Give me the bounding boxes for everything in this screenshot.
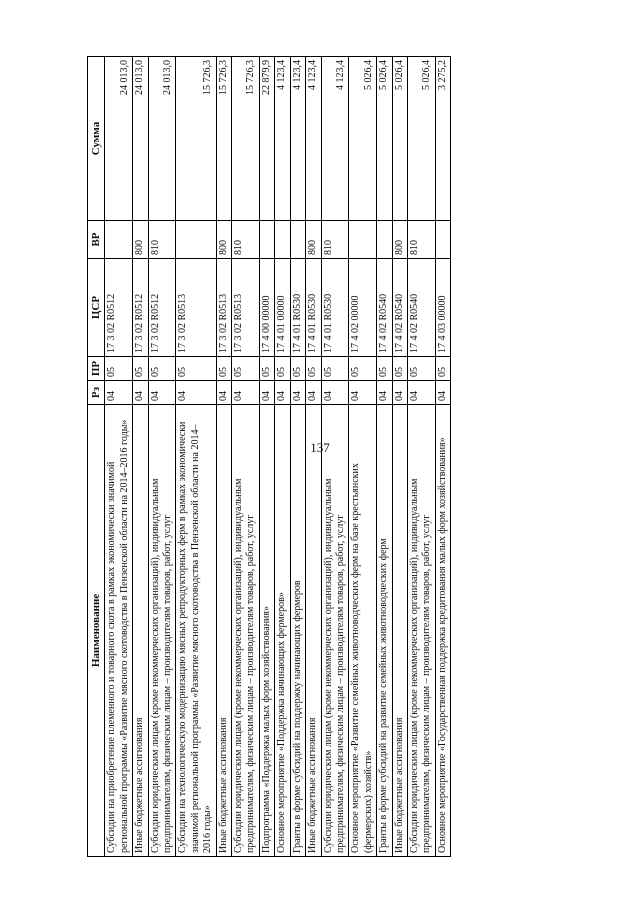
cell-sum: 15 726,3 [216, 57, 231, 221]
cell-csr: 17 4 03 00000 [435, 259, 450, 357]
page-number: 137 [310, 440, 330, 455]
cell-csr: 17 4 01 00000 [275, 259, 290, 357]
cell-rz: 04 [377, 381, 392, 405]
cell-vr [290, 221, 305, 259]
table-row [321, 57, 349, 857]
cell-csr: 17 4 02 R0540 [392, 259, 407, 357]
cell-name: Основное мероприятие «Государственная поддержка кредитования малых форм хозяйствования» [435, 405, 450, 857]
table-row [377, 57, 392, 857]
cell-rz: 04 [275, 381, 290, 405]
header-pr: ПР [88, 357, 105, 381]
cell-rz: 04 [232, 381, 260, 405]
cell-rz: 04 [105, 381, 133, 405]
cell-csr: 17 4 01 R0530 [290, 259, 305, 357]
budget-table [87, 56, 451, 857]
cell-pr: 05 [105, 357, 133, 381]
cell-pr: 05 [349, 357, 377, 381]
cell-rz: 04 [321, 381, 349, 405]
cell-vr: 800 [216, 221, 231, 259]
cell-vr: 800 [392, 221, 407, 259]
cell-sum: 4 123,4 [290, 57, 305, 221]
cell-sum: 4 123,4 [306, 57, 321, 221]
cell-vr: 800 [133, 221, 148, 259]
cell-sum: 24 013,0 [105, 57, 133, 221]
cell-vr: 810 [148, 221, 176, 259]
table-row [290, 57, 305, 857]
cell-pr: 05 [148, 357, 176, 381]
cell-csr: 17 3 02 R0513 [216, 259, 231, 357]
cell-pr: 05 [275, 357, 290, 381]
cell-pr: 05 [407, 357, 435, 381]
cell-sum: 5 026,4 [392, 57, 407, 221]
cell-name: Иные бюджетные ассигнования [392, 405, 407, 857]
cell-rz: 04 [176, 381, 216, 405]
cell-name: Субсидии юридическим лицам (кроме некоммерческих организаций), индивидуальным предпринимателям, физическим лицам – производителям товаров, работ, услуг [232, 405, 260, 857]
cell-pr: 05 [290, 357, 305, 381]
cell-rz: 04 [290, 381, 305, 405]
cell-pr: 05 [321, 357, 349, 381]
cell-csr: 17 4 01 R0530 [321, 259, 349, 357]
cell-pr: 05 [435, 357, 450, 381]
cell-vr [349, 221, 377, 259]
header-rz: Рз [88, 381, 105, 405]
table-row [216, 57, 231, 857]
table-row [232, 57, 260, 857]
cell-sum: 5 026,4 [349, 57, 377, 221]
cell-name: Гранты в форме субсидий на поддержку начинающих фермеров [290, 405, 305, 857]
cell-sum: 24 013,0 [148, 57, 176, 221]
cell-pr: 05 [259, 357, 274, 381]
table-row [176, 57, 216, 857]
cell-pr: 05 [377, 357, 392, 381]
cell-rz: 04 [148, 381, 176, 405]
table-row [275, 57, 290, 857]
table-row [435, 57, 450, 857]
cell-name: Основное мероприятие «Развитие семейных животноводческих ферм на базе крестьянских (фермерских) хозяйств» [349, 405, 377, 857]
cell-vr [435, 221, 450, 259]
cell-csr: 17 3 02 R0513 [232, 259, 260, 357]
cell-csr: 17 4 01 R0530 [306, 259, 321, 357]
table-row [392, 57, 407, 857]
cell-csr: 17 3 02 R0512 [105, 259, 133, 357]
cell-name: Гранты в форме субсидий на развитие семейных животноводческих ферм [377, 405, 392, 857]
cell-vr [377, 221, 392, 259]
rotated-table-container [87, 57, 552, 857]
cell-sum: 4 123,4 [275, 57, 290, 221]
cell-pr: 05 [133, 357, 148, 381]
cell-pr: 05 [232, 357, 260, 381]
cell-vr [259, 221, 274, 259]
table-row [349, 57, 377, 857]
cell-vr: 810 [321, 221, 349, 259]
cell-pr: 05 [216, 357, 231, 381]
cell-name: Субсидии юридическим лицам (кроме некоммерческих организаций), индивидуальным предпринимателям, физическим лицам – производителям товаров, работ, услуг [407, 405, 435, 857]
table-header-row [88, 57, 105, 857]
cell-csr: 17 4 02 R0540 [407, 259, 435, 357]
cell-name: Иные бюджетные ассигнования [306, 405, 321, 857]
cell-csr: 17 4 02 00000 [349, 259, 377, 357]
cell-rz: 04 [259, 381, 274, 405]
cell-csr: 17 3 02 R0513 [176, 259, 216, 357]
cell-name: Иные бюджетные ассигнования [216, 405, 231, 857]
cell-rz: 04 [216, 381, 231, 405]
table-row [259, 57, 274, 857]
cell-sum: 15 726,3 [176, 57, 216, 221]
cell-sum: 4 123,4 [321, 57, 349, 221]
cell-rz: 04 [349, 381, 377, 405]
cell-vr [105, 221, 133, 259]
cell-rz: 04 [306, 381, 321, 405]
table-row [407, 57, 435, 857]
table-row [105, 57, 133, 857]
cell-name: Субсидии на приобретение племенного и товарного скота в рамках экономически значимой региональной программы «Развитие мясного скотоводства в Пензенской области на 2014–2016 годы» [105, 405, 133, 857]
table-row [133, 57, 148, 857]
cell-sum: 24 013,0 [133, 57, 148, 221]
cell-name: Подпрограмма «Поддержка малых форм хозяйствования» [259, 405, 274, 857]
cell-rz: 04 [435, 381, 450, 405]
cell-sum: 5 026,4 [407, 57, 435, 221]
cell-sum: 5 026,4 [377, 57, 392, 221]
table-row [306, 57, 321, 857]
cell-vr [176, 221, 216, 259]
cell-pr: 05 [306, 357, 321, 381]
cell-sum: 15 726,3 [232, 57, 260, 221]
cell-csr: 17 4 02 R0540 [377, 259, 392, 357]
cell-name: Субсидии юридическим лицам (кроме некоммерческих организаций), индивидуальным предпринимателям, физическим лицам – производителям товаров, работ, услуг [321, 405, 349, 857]
cell-name: Субсидии юридическим лицам (кроме некоммерческих организаций), индивидуальным предпринимателям, физическим лицам – производителям товаров, работ, услуг [148, 405, 176, 857]
cell-vr: 810 [232, 221, 260, 259]
header-csr: ЦСР [88, 259, 105, 357]
cell-rz: 04 [133, 381, 148, 405]
cell-name: Иные бюджетные ассигнования [133, 405, 148, 857]
cell-sum: 3 275,2 [435, 57, 450, 221]
header-sum: Сумма [88, 57, 105, 221]
cell-vr: 810 [407, 221, 435, 259]
cell-pr: 05 [176, 357, 216, 381]
cell-name: Субсидии на технологическую модернизацию мясных репродукторных ферм в рамках экономически значимой региональной программы «Развитие мясного скотоводства в Пензенской области на 2014–2016 годы» [176, 405, 216, 857]
cell-sum: 22 879,9 [259, 57, 274, 221]
cell-vr: 800 [306, 221, 321, 259]
cell-csr: 17 3 02 R0512 [133, 259, 148, 357]
cell-vr [275, 221, 290, 259]
cell-pr: 05 [392, 357, 407, 381]
table-row [148, 57, 176, 857]
header-name: Наименование [88, 405, 105, 857]
cell-rz: 04 [407, 381, 435, 405]
cell-rz: 04 [392, 381, 407, 405]
cell-name: Основное мероприятие «Поддержка начинающих фермеров» [275, 405, 290, 857]
header-vr: ВР [88, 221, 105, 259]
cell-csr: 17 3 02 R0512 [148, 259, 176, 357]
cell-csr: 17 4 00 00000 [259, 259, 274, 357]
